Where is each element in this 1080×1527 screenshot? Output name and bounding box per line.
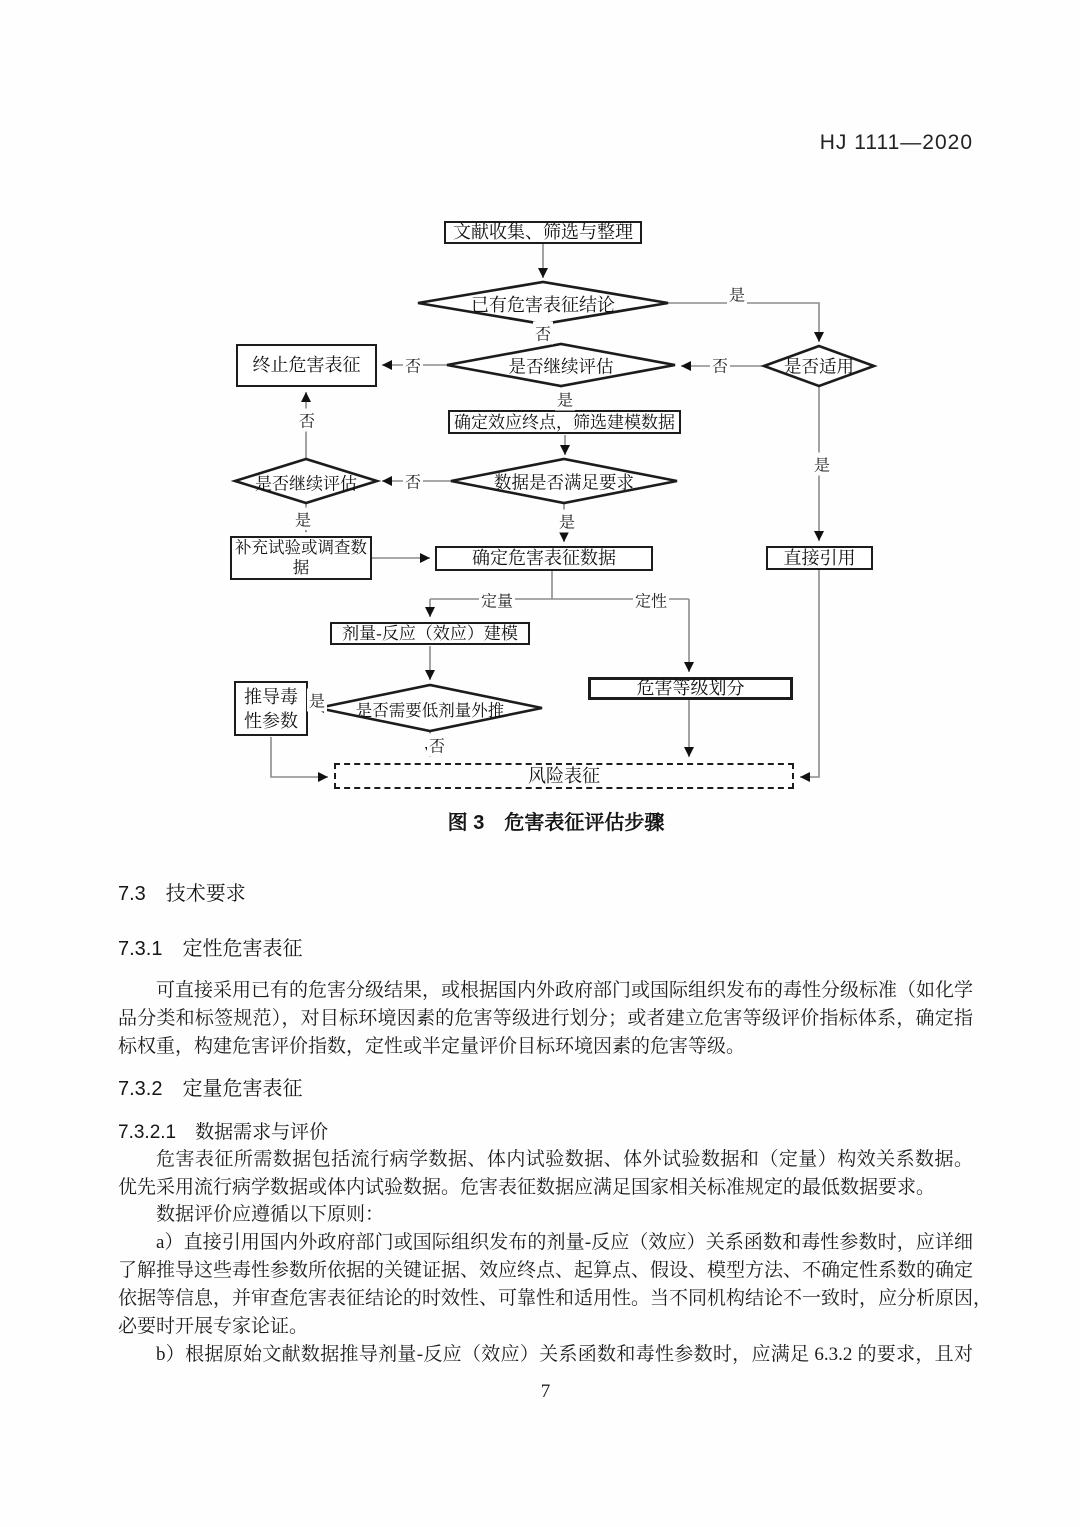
heading-7-3-1: 7.3.1 定性危害表征: [118, 938, 303, 960]
paragraph-line: 品分类和标签规范），对目标环境因素的危害等级进行划分；或者建立危害等级评价指标体系，确定指: [118, 1008, 973, 1029]
edge-label-yes: 是: [727, 283, 747, 306]
flow-node-derive-toxicity: 推导毒性参数: [234, 681, 308, 736]
list-item-b-line: b）根据原始文献数据推导剂量-反应（效应）关系函数和毒性参数时，应满足 6.3.2 的要求，且对: [156, 1344, 973, 1365]
edge-label-yes: 是: [555, 388, 575, 411]
paragraph-line: 数据评价应遵循以下原则：: [156, 1204, 385, 1225]
page-number: 7: [540, 1381, 551, 1402]
edge-label-qualitative: 定性: [633, 589, 669, 612]
flow-node-confirm-hazard-data: 确定危害表征数据: [435, 546, 653, 571]
paragraph-line: 可直接采用已有的危害分级结果，或根据国内外政府部门或国际组织发布的毒性分级标准（如化学: [156, 980, 974, 1001]
edge-label-quantitative: 定量: [479, 589, 515, 612]
edge-label-no: 否: [403, 354, 423, 377]
flow-node-data-meets-req: 数据是否满足要求: [494, 472, 634, 493]
list-item-a-line: 必要时开展专家论证。: [118, 1316, 309, 1337]
paragraph-line: 标权重，构建危害评价指数，定性或半定量评价目标环境因素的危害等级。: [118, 1036, 746, 1057]
heading-7-3-2: 7.3.2 定量危害表征: [118, 1078, 303, 1100]
edge-label-yes: 是: [557, 510, 577, 533]
edge-label-no: 否: [710, 354, 730, 377]
edge-label-yes: 是: [812, 453, 832, 476]
edge-label-no: 否: [427, 734, 447, 757]
paragraph-line: 优先采用流行病学数据或体内试验数据。危害表征数据应满足国家相关标准规定的最低数据要求。: [118, 1177, 936, 1198]
flow-node-is-applicable: 是否适用: [784, 356, 854, 377]
edge-label-yes: 是: [307, 689, 327, 712]
flow-node-risk-characterization: 风险表征: [334, 763, 794, 789]
figure-caption: 图 3 危害表征评估步骤: [447, 812, 665, 834]
heading-7-3-2-1: 7.3.2.1 数据需求与评价: [118, 1122, 329, 1143]
flow-node-dose-response-model: 剂量-反应（效应）建模: [330, 622, 530, 645]
flow-node-continue-eval-2: 是否继续评估: [255, 474, 357, 494]
edge-label-no: 否: [403, 470, 423, 493]
flow-node-low-dose-extrapolation: 是否需要低剂量外推: [355, 701, 505, 720]
edge-label-no: 否: [533, 322, 553, 345]
flow-node-terminate: 终止危害表征: [236, 344, 377, 387]
edge-label-yes: 是: [293, 508, 313, 531]
paragraph-line: 危害表征所需数据包括流行病学数据、体内试验数据、体外试验数据和（定量）构效关系数据。: [156, 1149, 973, 1170]
flow-node-supplement-data: 补充试验或调查数据: [230, 536, 372, 580]
flow-node-continue-eval-1: 是否继续评估: [508, 356, 614, 377]
standard-number-header: HJ 1111—2020: [819, 131, 973, 154]
list-item-a-line: 了解推导这些毒性参数所依据的关键证据、效应终点、起算点、假设、模型方法、不确定性系数的确定: [118, 1260, 974, 1281]
heading-7-3: 7.3 技术要求: [118, 883, 246, 905]
flow-node-hazard-grading: 危害等级划分: [588, 677, 793, 700]
flow-node-literature-collection: 文献收集、筛选与整理: [444, 221, 642, 244]
flow-node-direct-citation: 直接引用: [766, 546, 873, 570]
list-item-a-line: 依据等信息，并审查危害表征结论的时效性、可靠性和适用性。当不同机构结论不一致时，应分析原因，: [118, 1288, 993, 1309]
list-item-a-line: a）直接引用国内外政府部门或国际组织发布的剂量-反应（效应）关系函数和毒性参数时，应详细: [156, 1232, 973, 1253]
flow-node-existing-conclusion: 已有危害表征结论: [471, 295, 615, 315]
edge-label-no: 否: [297, 409, 317, 432]
flow-node-endpoint: 确定效应终点，筛选建模数据: [448, 410, 681, 434]
